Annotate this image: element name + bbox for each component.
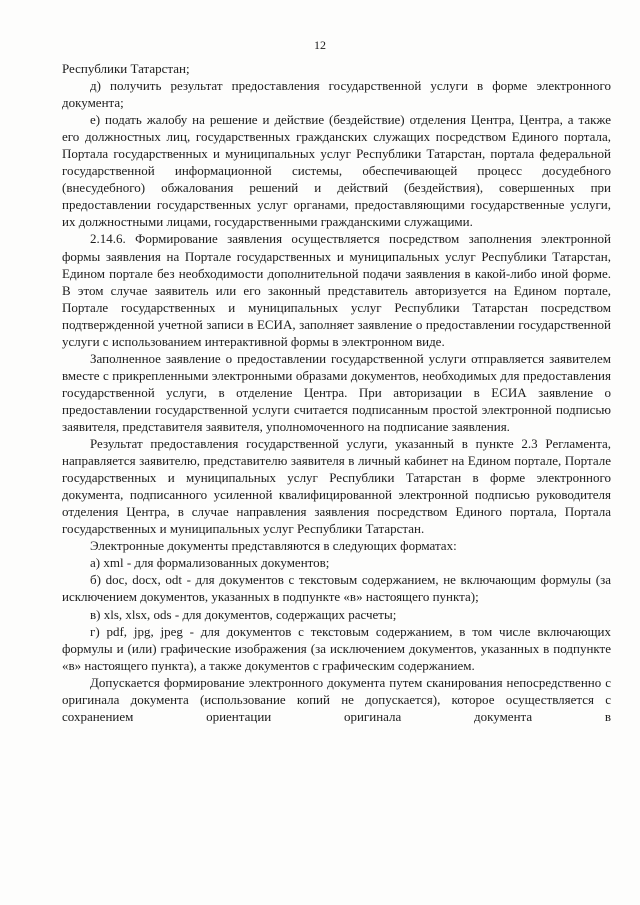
paragraph-service-result: Результат предоставления государственной услуги, указанный в пункте 2.3 Регламента, направляется заявителю, представителю заявителя в личный кабинет на Едином портале, Портале государственных и муниципальных услуг Республики Татарстан в форме электронного документа, подписанного усиленной квалифицированной электронной подписью руководителя отделения Центра, в случае направления заявления посредством Единого портала, Портала государственных и муниципальных услуг Республики Татарстан. [62,436,611,537]
paragraph-2-14-6: 2.14.6. Формирование заявления осуществляется посредством заполнения электронной формы заявления на Портале государственных и муниципальных услуг Республики Татарстан, Едином портале без необходимости дополнительной подачи заявления в какой-либо иной форме. В этом случае заявитель или его законный представитель авторизуется на Едином портале, Портале государственных и муниципальных услуг Республики Татарстан посредством подтвержденной учетной записи в ЕСИА, заполняет заявление о предоставлении государственной услуги с использованием интерактивной формы в электронном виде. [62,231,611,349]
page-number: 12 [314,38,326,52]
paragraph-item-d: д) получить результат предоставления государственной услуги в форме электронного документа; [62,78,611,111]
paragraph-scanning: Допускается формирование электронного документа путем сканирования непосредственно с оригинала документа (использование копий не допускается), которое осуществляется с сохранением ориентации оригинала документа в [62,674,611,724]
paragraph-formats-intro: Электронные документы представляются в следующих форматах: [90,538,457,554]
list-item-g: г) pdf, jpg, jpeg - для документов с текстовым содержанием, в том числе включающих формулы и (или) графические изображения (за исключением документов, указанных в подпункте «в» настоящего пункта), а также документов с графическим содержанием. [62,623,611,673]
paragraph-submitted-application: Заполненное заявление о предоставлении государственной услуги отправляется заявителем вместе с прикрепленными электронными образами документов, необходимых для предоставления государственной услуги, в отделение Центра. При авторизации в ЕСИА заявление о предоставлении государственной услуги считается подписанным простой электронной подписью заявителя, представителя заявителя, уполномоченного на подписание заявления. [62,350,611,434]
list-item-a: а) xml - для формализованных документов; [90,555,330,571]
paragraph-item-e: е) подать жалобу на решение и действие (бездействие) отделения Центра, Центра, а также его должностных лиц, государственных гражданских служащих посредством Единого портала, Портала государственных и муниципальных услуг Республики Татарстан, портала федеральной государственной информационной системы, обеспечивающей процесс досудебного (внесудебного) обжалования решений и действий (бездействия), совершенных при предоставлении государственных услуг органами, предоставляющими государственные услуги, их должностными лицами, государственными гражданскими служащими. [62,112,611,230]
paragraph-continuation: Республики Татарстан; [62,61,190,76]
list-item-v: в) xls, xlsx, ods - для документов, содержащих расчеты; [90,606,397,622]
list-item-b: б) doc, docx, odt - для документов с текстовым содержанием, не включающим формулы (за исключением документов, указанных в подпункте «в» настоящего пункта); [62,572,611,605]
document-body [62,60,611,725]
